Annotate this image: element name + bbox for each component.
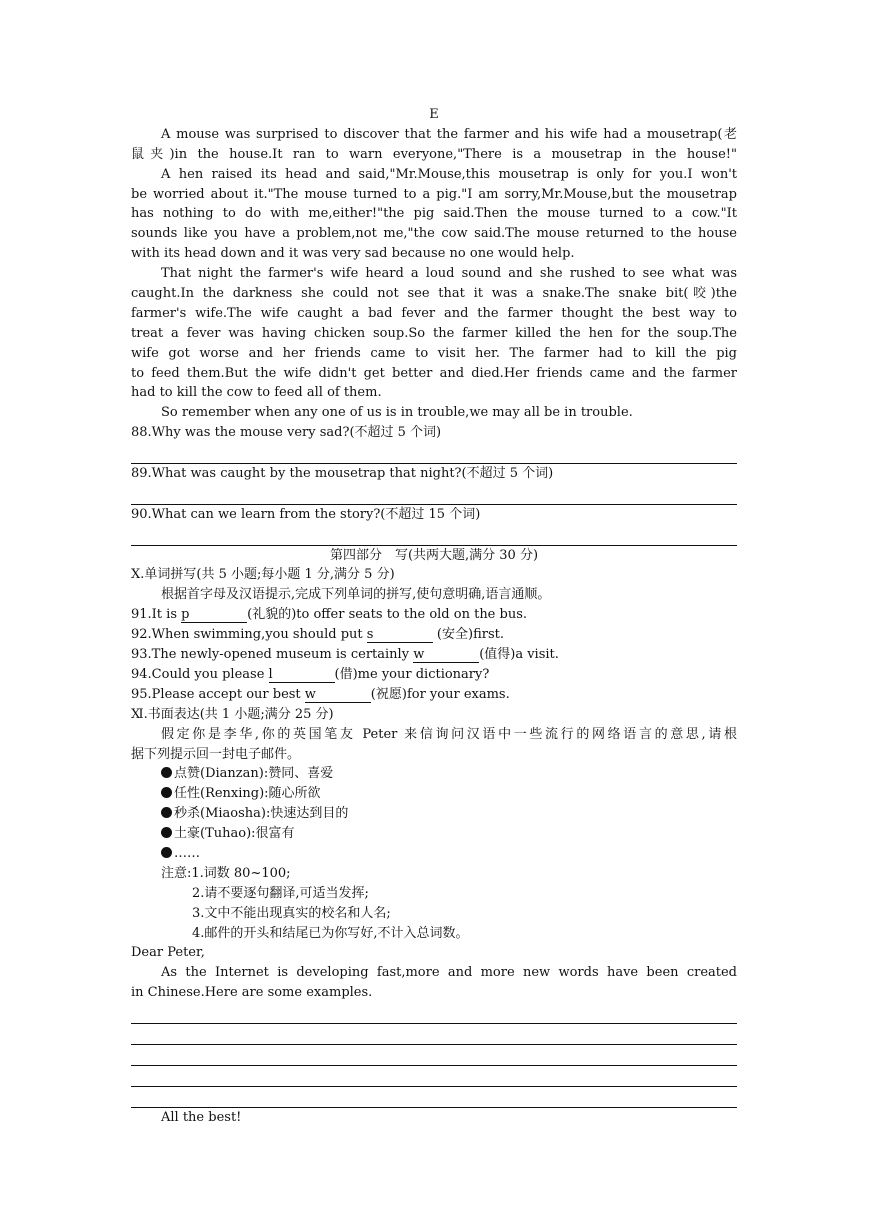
item-hint: (安全)first. xyxy=(432,627,504,643)
letter-salutation: Dear Peter, xyxy=(131,945,205,961)
item-hint: (祝愿)for your exams. xyxy=(370,686,510,702)
bullet-dot-icon xyxy=(161,787,172,798)
letter-opening: in Chinese.Here are some examples. xyxy=(131,985,373,1001)
initial-letter: w xyxy=(413,647,425,663)
passage-text: So remember when any one of us is in trouble,we may all be in trouble. xyxy=(161,405,633,421)
bullet-item: 任性(Renxing):随心所欲 xyxy=(131,784,737,804)
letter-opening: As the Internet is developing fast,more and more new words have been created xyxy=(161,965,737,981)
section11-title: Ⅺ.书面表达(共 1 小题;满分 25 分) xyxy=(131,706,334,722)
note-item: 2.请不要逐句翻译,可适当发挥; xyxy=(192,885,369,901)
initial-letter: p xyxy=(181,607,190,623)
passage-text: A hen raised its head and said,"Mr.Mouse,this mousetrap is only for you.I won't xyxy=(161,166,737,182)
spelling-item-92 xyxy=(131,625,737,645)
spelling-blank[interactable] xyxy=(367,628,433,643)
item-text: 95.Please accept our best xyxy=(131,686,305,702)
item-hint: (值得)a visit. xyxy=(479,647,559,663)
initial-letter: l xyxy=(268,666,273,682)
note-item: 3.文中不能出现真实的校名和人名; xyxy=(192,905,391,921)
spelling-blank[interactable] xyxy=(181,608,247,623)
part4-title: 第四部分 写(共两大题,满分 30 分) xyxy=(329,547,539,563)
spelling-blank[interactable] xyxy=(305,688,371,703)
passage-text: to feed them.But the wife didn't get better and died.Her friends came and the farmer xyxy=(131,365,737,381)
writing-line[interactable] xyxy=(131,1045,737,1066)
passage-text: treat a fever was having chicken soup.So the farmer killed the hen for the soup.The xyxy=(131,325,737,341)
spelling-item-94 xyxy=(131,665,737,685)
passage-text: 鼠夹)in the house.It ran to warn everyone,"There is a mousetrap in the house!" xyxy=(131,146,737,162)
bullet-item: …… xyxy=(131,844,737,864)
passage-text: caught.In the darkness she could not see that it was a snake.The snake bit(咬)the xyxy=(131,286,737,302)
passage-text: has nothing to do with me,either!"the pig said.Then the mouse turned to a cow."It xyxy=(131,206,737,222)
section10-title: Ⅹ.单词拼写(共 5 小题;每小题 1 分,满分 5 分) xyxy=(131,567,395,583)
passage-text: had to kill the cow to feed all of them. xyxy=(131,385,382,401)
bullet-item: 点赞(Dianzan):赞同、喜爱 xyxy=(131,764,737,784)
writing-line[interactable] xyxy=(131,1003,737,1024)
passage-text: wife got worse and her friends came to visit her. The farmer had to kill the pig xyxy=(131,345,737,361)
answer-line-90[interactable] xyxy=(131,525,737,546)
bullet-dot-icon xyxy=(161,807,172,818)
bullet-item: 土豪(Tuhao):很富有 xyxy=(131,824,737,844)
note-item: 注意:1.词数 80~100; xyxy=(161,865,291,881)
bullet-dot-icon xyxy=(161,827,172,838)
spelling-item-91 xyxy=(131,605,737,625)
spelling-blank[interactable] xyxy=(413,648,479,663)
bullet-item: 秒杀(Miaosha):快速达到目的 xyxy=(131,804,737,824)
section10-instruction: 根据首字母及汉语提示,完成下列单词的拼写,使句意明确,语言通顺。 xyxy=(161,587,551,603)
item-text: 93.The newly-opened museum is certainly xyxy=(131,647,414,663)
item-text: 94.Could you please xyxy=(131,666,269,682)
passage-heading: E xyxy=(429,107,439,122)
spelling-item-93 xyxy=(131,645,737,665)
spelling-item-95 xyxy=(131,685,737,705)
writing-prompt: 假定你是李华,你的英国笔友 Peter 来信询问汉语中一些流行的网络语言的意思,请根 xyxy=(161,726,737,742)
passage-text: with its head down and it was very sad because no one would help. xyxy=(131,246,575,262)
item-text: 92.When swimming,you should put xyxy=(131,627,367,643)
letter-closing: All the best! xyxy=(161,1109,242,1125)
passage-text: farmer's wife.The wife caught a bad fever and the farmer thought the best way to xyxy=(131,305,737,321)
answer-line-89[interactable] xyxy=(131,484,737,505)
passage-text: A mouse was surprised to discover that the farmer and his wife had a mousetrap(老 xyxy=(161,126,737,142)
spelling-blank[interactable] xyxy=(269,668,335,683)
item-hint: (礼貌的)to offer seats to the old on the bus. xyxy=(247,607,528,623)
bullet-dot-icon xyxy=(161,847,172,858)
writing-prompt: 据下列提示回一封电子邮件。 xyxy=(131,746,301,762)
writing-line[interactable] xyxy=(131,1087,737,1108)
item-hint: (借)me your dictionary? xyxy=(334,666,490,682)
item-text: 91.It is xyxy=(131,607,182,623)
exam-page xyxy=(131,105,737,1127)
question-88: 88.Why was the mouse very sad?(不超过 5 个词) xyxy=(131,425,442,441)
question-89: 89.What was caught by the mousetrap that night?(不超过 5 个词) xyxy=(131,466,554,482)
writing-line[interactable] xyxy=(131,1066,737,1087)
writing-line[interactable] xyxy=(131,1024,737,1045)
bullet-dot-icon xyxy=(161,767,172,778)
initial-letter: w xyxy=(304,686,316,702)
passage-text: sounds like you have a problem,not me,"the cow said.The mouse returned to the house xyxy=(131,226,737,242)
question-90: 90.What can we learn from the story?(不超过 15 个词) xyxy=(131,506,481,522)
initial-letter: s xyxy=(366,627,374,643)
answer-line-88[interactable] xyxy=(131,443,737,464)
passage-text: be worried about it."The mouse turned to a pig."I am sorry,Mr.Mouse,but the mousetrap xyxy=(131,186,737,202)
passage-text: That night the farmer's wife heard a loud sound and she rushed to see what was xyxy=(161,266,737,282)
note-item: 4.邮件的开头和结尾已为你写好,不计入总词数。 xyxy=(192,925,469,941)
